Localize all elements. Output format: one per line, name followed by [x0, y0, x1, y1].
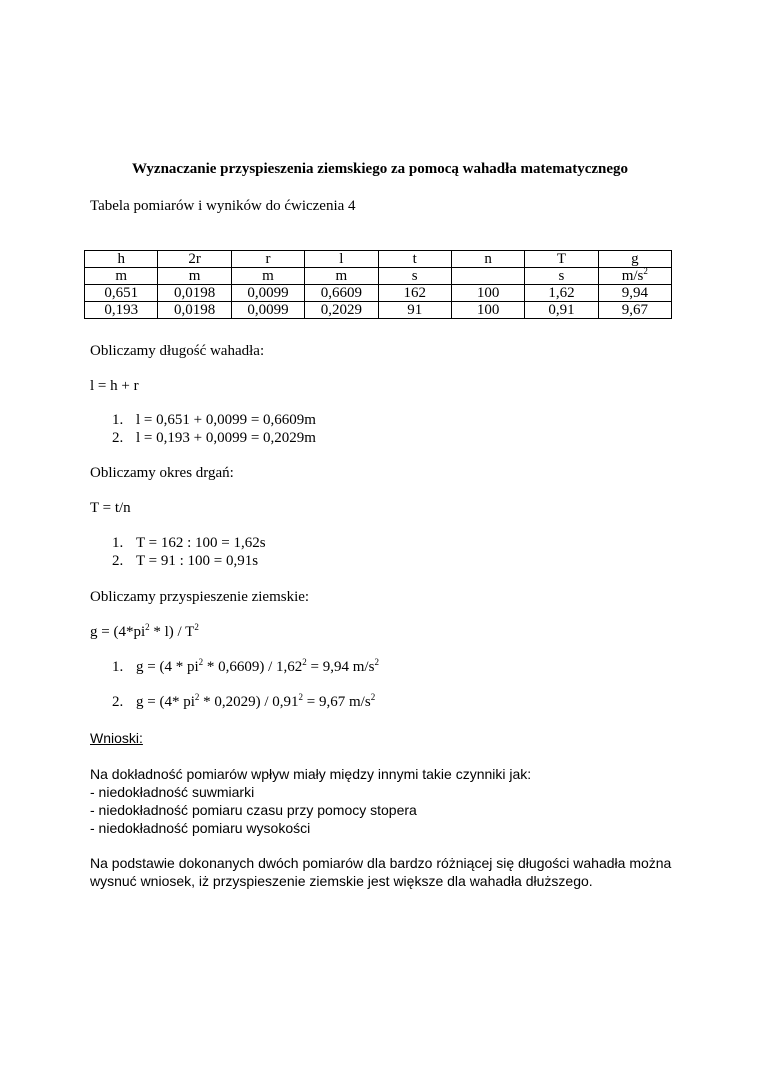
table-cell: 0,0198 [158, 302, 231, 319]
list-item [112, 535, 266, 552]
table-header-row [85, 251, 672, 268]
table-cell: 0,193 [85, 302, 158, 319]
list-item-number: 1. [112, 412, 124, 428]
list-item-text: l = 0,193 + 0,0099 = 0,2029m [136, 430, 316, 446]
table-cell: 0,6609 [305, 285, 378, 302]
exponent: 2 [374, 657, 379, 667]
exponent: 2 [194, 692, 200, 702]
formula-part: * 0,2029) / 0,91 [199, 694, 299, 710]
exponent: 2 [145, 622, 150, 632]
exponent: 2 [302, 657, 307, 667]
factor-item: - niedokładność pomiaru czasu przy pomocy stopera [90, 802, 417, 818]
factor-item: - niedokładność suwmiarki [90, 784, 255, 800]
formula-part: g = (4*pi [90, 624, 146, 640]
summary-line: Na podstawie dokonanych dwóch pomiarów dla bardzo różniącej się długości wahadła można [90, 855, 672, 871]
table-row [85, 302, 672, 319]
list-item [112, 430, 316, 447]
table-unit-cell [451, 268, 524, 285]
formula-part: = 9,67 m/s [303, 694, 371, 710]
exponent: 2 [298, 692, 304, 702]
table-unit-cell: s [525, 268, 598, 285]
table-cell: 0,91 [525, 302, 598, 319]
table-header-cell: 2r [158, 251, 231, 268]
list-item-number: 2. [112, 553, 124, 569]
table-unit-cell: s [378, 268, 451, 285]
table-cell: 9,67 [598, 302, 671, 319]
table-unit-cell: m [85, 268, 158, 285]
table-cell: 0,651 [85, 285, 158, 302]
exponent: 2 [198, 657, 204, 667]
period-formula: T = t/n [90, 500, 131, 516]
factor-item: - niedokładność pomiaru wysokości [90, 820, 311, 836]
gravity-heading: Obliczamy przyspieszenie ziemskie: [90, 589, 310, 605]
list-item-text: T = 91 : 100 = 0,91s [136, 553, 259, 569]
summary-line: wysnuć wniosek, iż przyspieszenie ziemskie jest większe dla wahadła dłuższego. [90, 873, 593, 889]
formula-part: = 9,94 m/s [306, 659, 375, 675]
exponent: 2 [194, 622, 199, 632]
list-item-number: 2. [112, 694, 124, 710]
conclusions-intro: Na dokładność pomiarów wpływ miały między innymi takie czynniki jak: [90, 766, 532, 782]
table-header-cell: h [85, 251, 158, 268]
conclusions-heading: Wnioski: [90, 730, 143, 746]
measurement-table [84, 250, 672, 319]
table-header-cell: g [598, 251, 671, 268]
period-heading: Obliczamy okres drgań: [90, 465, 234, 481]
table-header-cell: T [525, 251, 598, 268]
table-cell: 100 [451, 302, 524, 319]
table-header-cell: t [378, 251, 451, 268]
table-cell: 100 [451, 285, 524, 302]
list-item-number: 1. [112, 659, 124, 675]
table-cell: 0,0099 [231, 302, 304, 319]
table-units-row [85, 268, 672, 285]
unit-g-exponent: 2 [643, 266, 648, 276]
table-header-cell: r [231, 251, 304, 268]
exponent: 2 [370, 692, 376, 702]
list-item [112, 694, 375, 711]
list-item [112, 412, 316, 429]
list-item-number: 1. [112, 535, 124, 551]
length-heading: Obliczamy długość wahadła: [90, 343, 265, 359]
table-cell: 9,94 [598, 285, 671, 302]
table-unit-cell: m [231, 268, 304, 285]
formula-part: * l) / T [149, 624, 195, 640]
list-item-text: T = 162 : 100 = 1,62s [136, 535, 266, 551]
table-cell: 0,0198 [158, 285, 231, 302]
formula-part: g = (4 * pi [136, 659, 199, 675]
document-title: Wyznaczanie przyspieszenia ziemskiego za pomocą wahadła matematycznego [131, 161, 629, 177]
table-unit-cell-g [598, 268, 671, 285]
length-formula: l = h + r [90, 378, 139, 394]
table-cell: 162 [378, 285, 451, 302]
table-caption: Tabela pomiarów i wyników do ćwiczenia 4 [90, 198, 356, 214]
formula-part: g = (4* pi [136, 694, 195, 710]
list-item [112, 553, 258, 570]
table-cell: 1,62 [525, 285, 598, 302]
table-header-cell: n [451, 251, 524, 268]
gravity-formula [90, 624, 199, 641]
list-item [112, 659, 379, 676]
unit-g-base: m/s [621, 268, 644, 284]
table-header-cell: l [305, 251, 378, 268]
table-row [85, 285, 672, 302]
formula-part: * 0,6609) / 1,62 [203, 659, 303, 675]
table-cell: 0,2029 [305, 302, 378, 319]
table-unit-cell: m [158, 268, 231, 285]
list-item-text: l = 0,651 + 0,0099 = 0,6609m [136, 412, 316, 428]
table-unit-cell: m [305, 268, 378, 285]
table-cell: 91 [378, 302, 451, 319]
table-cell: 0,0099 [231, 285, 304, 302]
list-item-number: 2. [112, 430, 124, 446]
